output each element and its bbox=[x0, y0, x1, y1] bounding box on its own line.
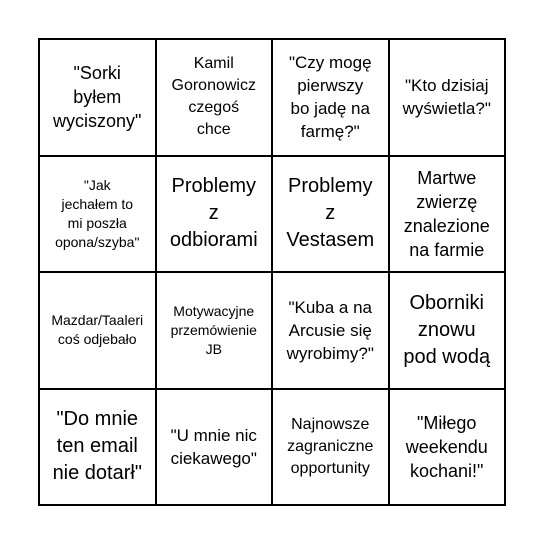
bingo-cell[interactable] bbox=[273, 273, 390, 390]
bingo-cell[interactable] bbox=[390, 40, 507, 157]
bingo-cell-text: Martwe zwierzę znalezione na farmie bbox=[403, 167, 490, 260]
bingo-cell-text: Problemy z odbiorami bbox=[169, 175, 258, 252]
bingo-cell[interactable] bbox=[40, 273, 157, 390]
bingo-cell[interactable] bbox=[40, 157, 157, 274]
bingo-cell-text: "Do mnie ten email nie dotarł" bbox=[52, 408, 142, 485]
bingo-cell-text: Motywacyjne przemówienie JB bbox=[170, 302, 257, 357]
bingo-cell[interactable] bbox=[157, 40, 274, 157]
bingo-cell-text: "Kto dzisiaj wyświetla?" bbox=[402, 76, 491, 119]
bingo-cell-text: "Miłego weekendu kochani!" bbox=[405, 412, 488, 481]
bingo-cell[interactable] bbox=[390, 273, 507, 390]
bingo-cell[interactable] bbox=[157, 157, 274, 274]
bingo-cell[interactable] bbox=[390, 157, 507, 274]
bingo-cell[interactable] bbox=[40, 40, 157, 157]
bingo-cell[interactable] bbox=[157, 390, 274, 507]
bingo-cell-text: "Jak jechałem to mi poszła opona/szyba" bbox=[55, 176, 140, 250]
bingo-cell[interactable] bbox=[40, 390, 157, 507]
bingo-cell-text: Problemy z Vestasem bbox=[286, 175, 375, 252]
bingo-cell[interactable] bbox=[157, 273, 274, 390]
bingo-cell-text: "Sorki byłem wyciszony" bbox=[53, 63, 142, 132]
bingo-cell[interactable] bbox=[273, 40, 390, 157]
bingo-cell-text: Najnowsze zagraniczne opportunity bbox=[287, 415, 374, 477]
bingo-cell-text: Mazdar/Taaleri coś odjebało bbox=[51, 312, 144, 348]
bingo-cell-text: "U mnie nic ciekawego" bbox=[170, 425, 257, 468]
bingo-cell-text: Kamil Goronowicz czegoś chce bbox=[171, 55, 256, 139]
bingo-cell-text: "Kuba a na Arcusie się wyrobimy?" bbox=[286, 297, 374, 363]
bingo-cell[interactable] bbox=[273, 390, 390, 507]
bingo-cell[interactable] bbox=[390, 390, 507, 507]
bingo-cell-text: "Czy mogę pierwszy bo jadę na farmę?" bbox=[288, 53, 372, 142]
bingo-cell-text: Oborniki znowu pod wodą bbox=[403, 291, 491, 368]
bingo-cell[interactable] bbox=[273, 157, 390, 274]
bingo-board bbox=[38, 38, 506, 506]
